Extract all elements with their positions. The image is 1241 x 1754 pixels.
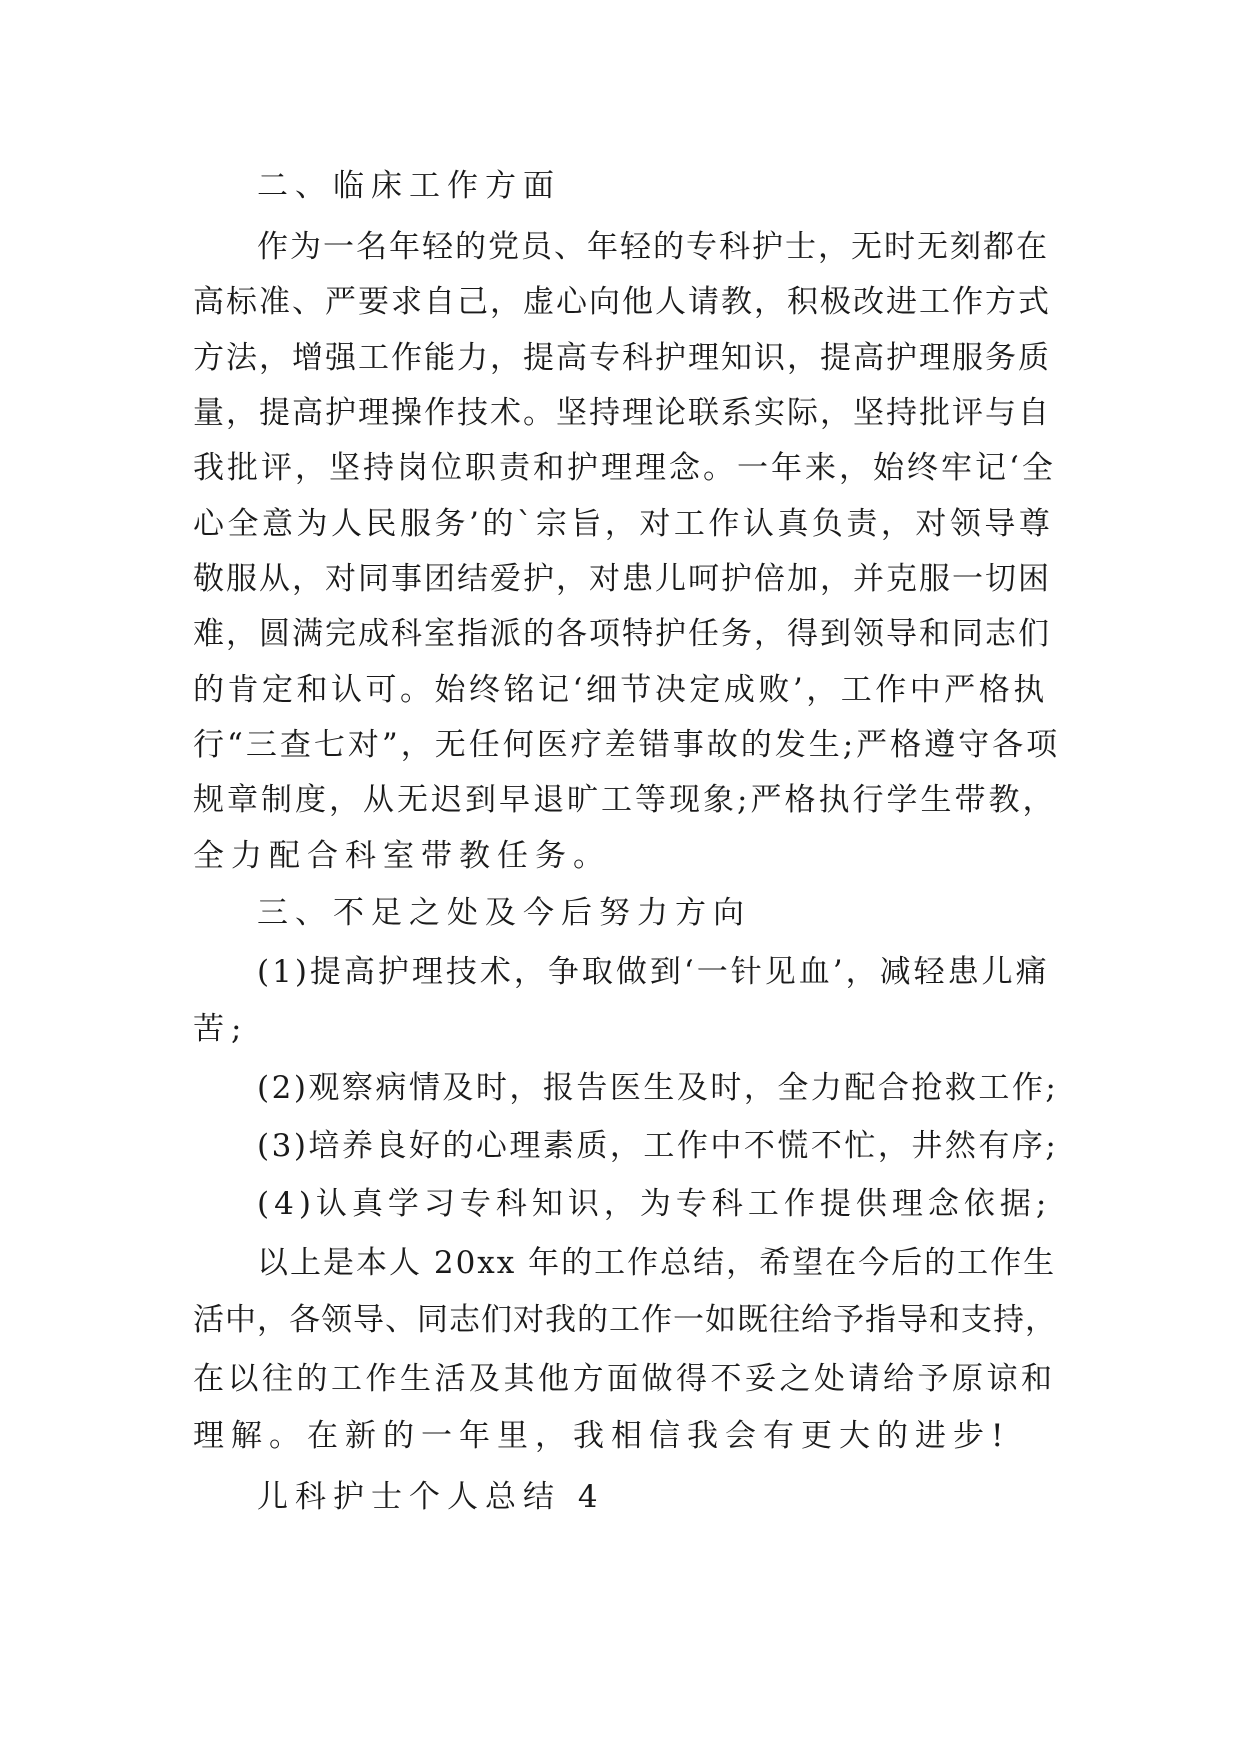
list-item-4: (4)认真学习专科知识，为专科工作提供理念依据; (257, 1186, 1052, 1222)
closing-paragraph-line: 以上是本人 20xx 年的工作总结，希望在今后的工作生 (257, 1245, 1057, 1281)
paragraph-line: 全力配合科室带教任务。 (193, 838, 611, 874)
paragraph-line: 作为一名年轻的党员、年轻的专科护士，无时无刻都在 (257, 229, 1049, 265)
section-heading-shortcomings: 三、不足之处及今后努力方向 (257, 895, 751, 931)
paragraph-line: 我批评，坚持岗位职责和护理理念。一年来，始终牢记‘全 (193, 450, 1056, 486)
section-heading-clinical: 二、临床工作方面 (257, 168, 561, 204)
list-item-2: (2)观察病情及时，报告医生及时，全力配合抢救工作; (257, 1070, 1059, 1106)
next-section-title: 儿科护士个人总结 4 (257, 1479, 605, 1515)
list-item-1: (1)提高护理技术，争取做到‘一针见血’，减轻患儿痛 (257, 954, 1050, 990)
closing-paragraph-line: 理解。在新的一年里，我相信我会有更大的进步! (193, 1418, 1011, 1454)
paragraph-line: 行“三查七对”，无任何医疗差错事故的发生;严格遵守各项 (193, 727, 1061, 763)
paragraph-line: 规章制度，从无迟到早退旷工等现象;严格执行学生带教， (193, 782, 1057, 818)
paragraph-line: 方法，增强工作能力，提高专科护理知识，提高护理服务质 (193, 340, 1051, 376)
paragraph-line: 高标准、严要求自己，虚心向他人请教，积极改进工作方式 (193, 284, 1051, 320)
closing-paragraph-line: 在以往的工作生活及其他方面做得不妥之处请给予原谅和 (193, 1361, 1056, 1397)
list-item-3: (3)培养良好的心理素质，工作中不慌不忙，井然有序; (257, 1128, 1059, 1164)
paragraph-line: 量，提高护理操作技术。坚持理论联系实际，坚持批评与自 (193, 395, 1051, 431)
paragraph-line: 心全意为人民服务’的`宗旨，对工作认真负责，对领导尊 (193, 506, 1054, 542)
paragraph-line: 难，圆满完成科室指派的各项特护任务，得到领导和同志们 (193, 616, 1051, 652)
paragraph-line: 敬服从，对同事团结爱护，对患儿呵护倍加，并克服一切困 (193, 561, 1051, 597)
closing-paragraph-line: 活中，各领导、同志们对我的工作一如既往给予指导和支持， (193, 1302, 1057, 1338)
paragraph-line: 的肯定和认可。始终铭记‘细节决定成败’，工作中严格执 (193, 672, 1048, 708)
list-item-1-continued: 苦; (193, 1011, 249, 1047)
